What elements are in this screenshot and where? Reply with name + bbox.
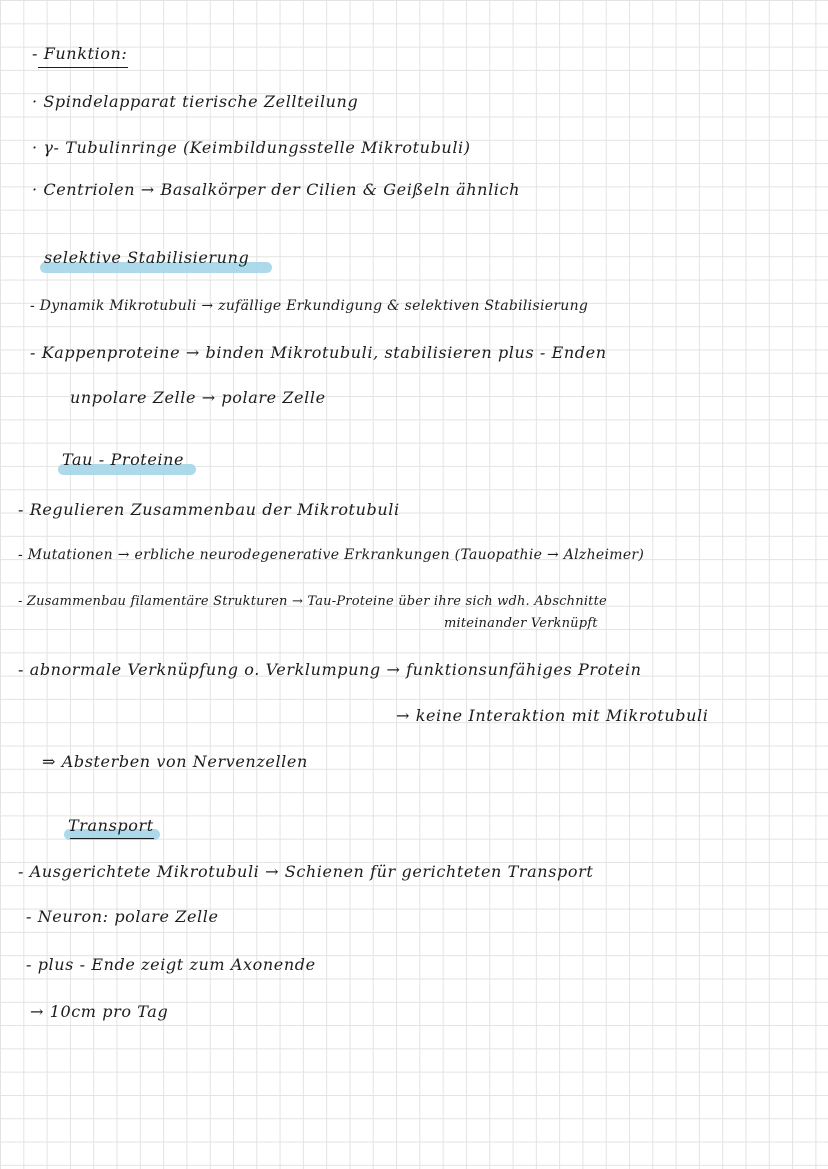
list-item: · Centriolen → Basalkörper der Cilien & Geißeln ähnlich <box>32 180 520 199</box>
list-item: · γ- Tubulinringe (Keimbildungsstelle Mikrotubuli) <box>32 138 471 157</box>
heading-tau: Tau - Proteine <box>62 450 185 469</box>
heading-stabilisierung: selektive Stabilisierung <box>44 248 250 267</box>
heading-underline <box>38 67 128 68</box>
list-item: - Zusammenbau filamentäre Strukturen → Tau-Proteine über ihre sich wdh. Abschnitte <box>18 594 607 609</box>
heading-funktion: - Funktion: <box>32 44 128 63</box>
list-item: - Dynamik Mikrotubuli → zufällige Erkundigung & selektiven Stabilisierung <box>30 298 589 314</box>
list-item: - abnormale Verknüpfung o. Verklumpung → funktionsunfähiges Protein <box>18 660 642 679</box>
list-item: → 10cm pro Tag <box>30 1002 169 1021</box>
list-item: miteinander Verknüpft <box>444 616 598 631</box>
heading-underline <box>70 838 154 839</box>
list-item: - Neuron: polare Zelle <box>26 907 219 926</box>
list-item: - plus - Ende zeigt zum Axonende <box>26 955 316 974</box>
list-item: - Kappenproteine → binden Mikrotubuli, stabilisieren plus - Enden <box>30 343 607 362</box>
list-item: → keine Interaktion mit Mikrotubuli <box>396 706 709 725</box>
list-item: ⇒ Absterben von Nervenzellen <box>42 752 308 771</box>
list-item: - Regulieren Zusammenbau der Mikrotubuli <box>18 500 400 519</box>
list-item: unpolare Zelle → polare Zelle <box>70 388 326 407</box>
list-item: - Mutationen → erbliche neurodegenerative Erkrankungen (Tauopathie → Alzheimer) <box>18 547 645 563</box>
list-item: - Ausgerichtete Mikrotubuli → Schienen für gerichteten Transport <box>18 862 594 881</box>
list-item: · Spindelapparat tierische Zellteilung <box>32 92 359 111</box>
heading-transport: Transport <box>68 816 154 835</box>
